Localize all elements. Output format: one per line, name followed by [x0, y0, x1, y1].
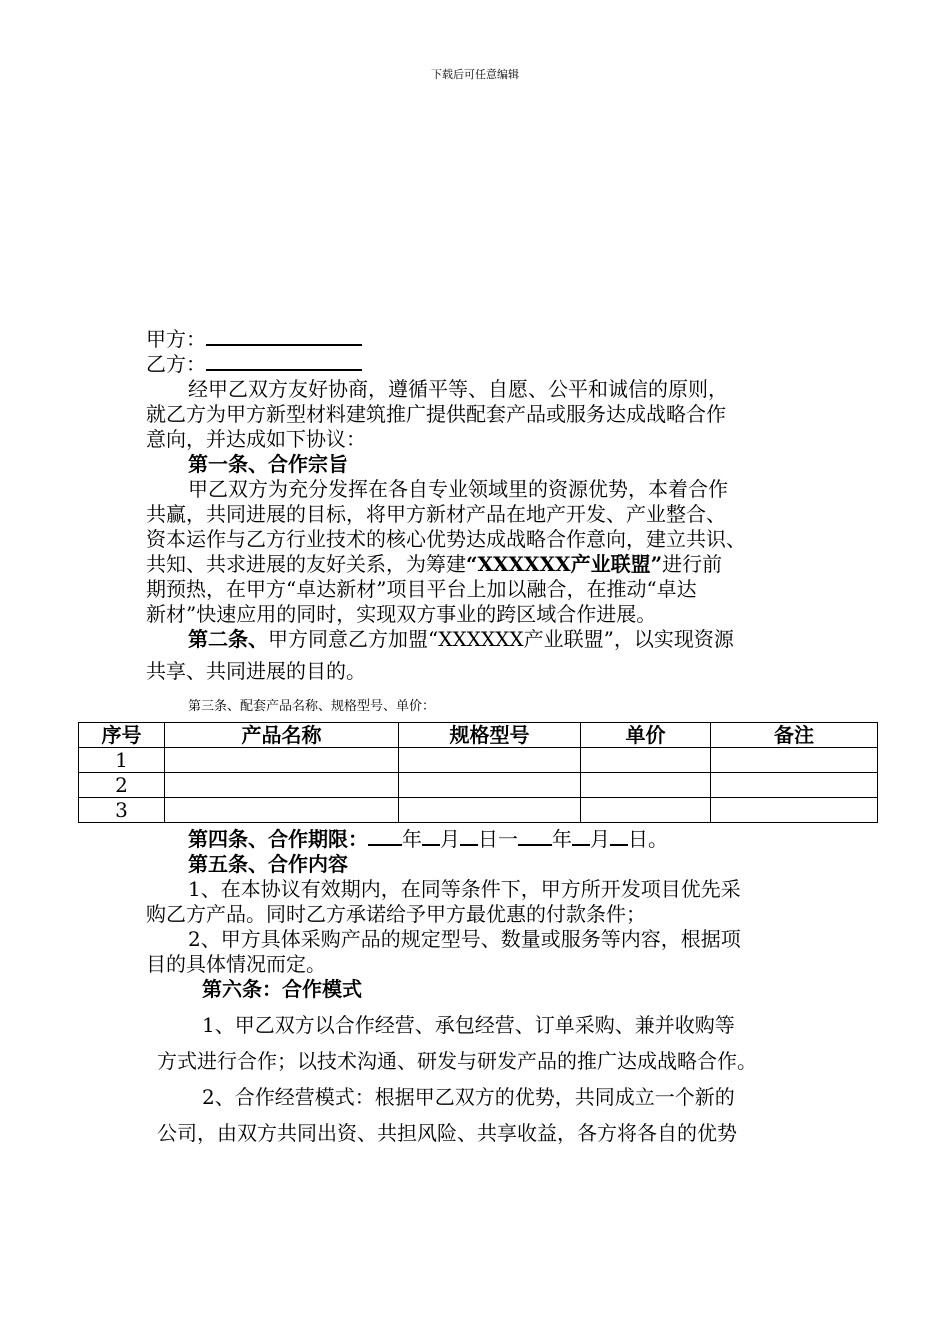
col-header-price: 单价 — [581, 723, 711, 748]
date-dash: 一 — [498, 827, 518, 851]
table-cell — [711, 748, 878, 773]
table-cell — [581, 748, 711, 773]
year-start-label: 年 — [402, 827, 422, 851]
article-6-line-1: 1、甲乙双方以合作经营、承包经营、订单采购、兼并收购等 — [202, 1013, 735, 1037]
party-b-label: 乙方： — [146, 352, 206, 376]
year-end-blank — [518, 826, 552, 846]
article-6-line-3: 2、合作经营模式：根据甲乙双方的优势，共同成立一个新的 — [202, 1085, 735, 1109]
table-cell: 2 — [79, 773, 165, 798]
col-header-index: 序号 — [79, 723, 165, 748]
party-b-blank — [206, 351, 362, 371]
article-1-line-2: 共赢，共同进展的目标，将甲方新材产品在地产开发、产业整合、 — [146, 502, 726, 526]
article-1-line-1: 甲乙双方为充分发挥在各自专业领域里的资源优势，本着合作 — [188, 477, 728, 501]
table-cell — [711, 773, 878, 798]
article-4-line — [188, 826, 668, 852]
article-2-line-2: 共享、共同进展的目的。 — [146, 659, 366, 683]
table-row — [79, 748, 878, 773]
article-1-line-6: 新材”快速应用的同时，实现双方事业的跨区域合作进展。 — [146, 602, 657, 626]
article-6-line-4: 公司，由双方共同出资、共担风险、共享收益，各方将各自的优势 — [157, 1121, 737, 1145]
article-3-caption: 第三条、配套产品名称、规格型号、单价： — [188, 699, 436, 714]
month-start-blank — [422, 826, 440, 846]
product-table — [78, 722, 878, 823]
intro-line-3: 意向，并达成如下协议： — [146, 427, 366, 451]
article-6-line-2: 方式进行合作；以技术沟通、研发与研发产品的推广达成战略合作。 — [157, 1049, 757, 1073]
party-a-line — [146, 326, 362, 352]
article-1-line-3: 资本运作与乙方行业技术的核心优势达成战略合作意向，建立共识、 — [146, 527, 746, 551]
article-4-end: 。 — [648, 827, 668, 851]
day-end-blank — [610, 826, 628, 846]
table-row — [79, 773, 878, 798]
col-header-product-name: 产品名称 — [165, 723, 399, 748]
table-cell — [165, 748, 399, 773]
day-end-label: 日 — [628, 827, 648, 851]
article-1-line-4-pre: 共知、共求进展的友好关系，为筹建 — [146, 552, 466, 576]
page-header: 下载后可任意编辑 — [431, 68, 519, 81]
table-header-row — [79, 723, 878, 748]
month-start-label: 月 — [440, 827, 460, 851]
col-header-spec: 规格型号 — [399, 723, 581, 748]
month-end-label: 月 — [590, 827, 610, 851]
article-1-title: 第一条、合作宗旨 — [188, 452, 348, 476]
intro-line-2: 就乙方为甲方新型材料建筑推广提供配套产品或服务达成战略合作 — [146, 402, 726, 426]
article-4-title: 第四条、合作期限： — [188, 827, 368, 851]
table-cell — [711, 798, 878, 823]
table-cell: 1 — [79, 748, 165, 773]
year-end-label: 年 — [552, 827, 572, 851]
party-b-line — [146, 351, 362, 377]
article-6-title: 第六条：合作模式 — [202, 977, 362, 1001]
article-2-text: 甲方同意乙方加盟“XXXXXX产业联盟”，以实现资源 — [268, 627, 734, 651]
day-start-blank — [460, 826, 478, 846]
table-cell — [399, 748, 581, 773]
party-a-blank — [206, 326, 362, 346]
alliance-name: “XXXXXX产业联盟” — [466, 552, 663, 576]
article-5-line-2: 购乙方产品。同时乙方承诺给予甲方最优惠的付款条件； — [146, 902, 646, 926]
article-1-line-4 — [146, 551, 722, 577]
table-cell — [165, 773, 399, 798]
article-5-line-1: 1、在本协议有效期内，在同等条件下，甲方所开发项目优先采 — [188, 877, 741, 901]
col-header-remarks: 备注 — [711, 723, 878, 748]
table-row — [79, 798, 878, 823]
article-1-line-5: 期预热，在甲方“卓达新材”项目平台上加以融合，在推动“卓达 — [146, 577, 697, 601]
year-start-blank — [368, 826, 402, 846]
article-2-title: 第二条、 — [188, 627, 268, 651]
day-start-label: 日 — [478, 827, 498, 851]
article-1-line-4-post: 进行前 — [662, 552, 723, 576]
article-2-line-1 — [188, 626, 734, 652]
month-end-blank — [572, 826, 590, 846]
intro-line-1: 经甲乙双方友好协商，遵循平等、自愿、公平和诚信的原则， — [188, 377, 728, 401]
table-cell — [399, 773, 581, 798]
table-cell — [165, 798, 399, 823]
party-a-label: 甲方： — [146, 327, 206, 351]
article-5-title: 第五条、合作内容 — [188, 852, 348, 876]
article-5-line-4: 目的具体情况而定。 — [146, 952, 326, 976]
table-cell: 3 — [79, 798, 165, 823]
article-5-line-3: 2、甲方具体采购产品的规定型号、数量或服务等内容，根据项 — [188, 927, 741, 951]
table-cell — [399, 798, 581, 823]
table-cell — [581, 798, 711, 823]
table-cell — [581, 773, 711, 798]
